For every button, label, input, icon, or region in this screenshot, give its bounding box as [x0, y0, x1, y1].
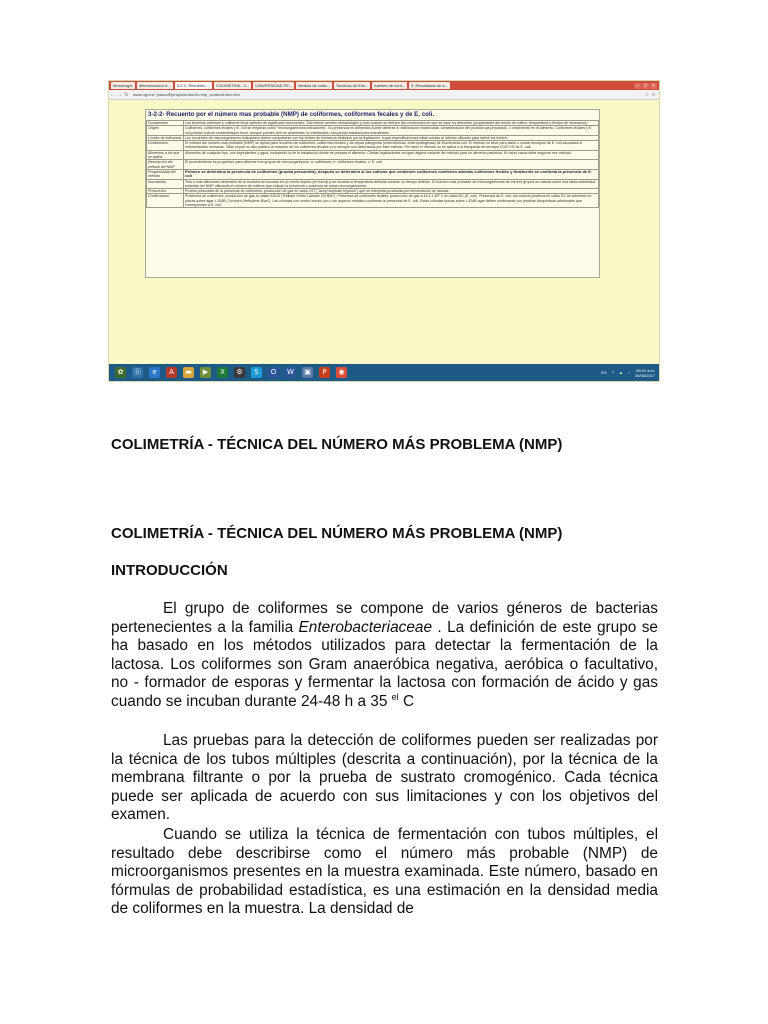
system-tray: [601, 368, 659, 378]
folder-icon[interactable]: ▬: [183, 367, 194, 378]
address-bar: [109, 90, 659, 100]
excel-icon[interactable]: X: [217, 367, 228, 378]
table-row: [147, 150, 599, 160]
close-icon[interactable]: ×: [650, 83, 657, 89]
browser-tab[interactable]: COLIMETRIA - 2...: [215, 83, 250, 88]
superscript-note: el: [391, 691, 399, 702]
window-controls: [634, 83, 659, 89]
chrome-icon[interactable]: ◉: [336, 367, 347, 378]
bookmark-star-icon[interactable]: ☆: [644, 91, 650, 98]
table-row: [147, 126, 599, 136]
intro-paragraph-1: El grupo de coliformes se compone de varios géneros de bacterias pertenecientes a la familia Enterobacteriaceae . La definición de este grupo se ha basado en los métodos utilizados para detectar la fermentación de la lactosa. Los coliformes son Gram anaeróbica negativa, aeróbica o facultativo, no - formador de esporas y fermentar la lactosa con formación de ácido y gas cuando se incuban durante 24-48 h a 35 $^{el}$ C: [111, 600, 658, 710]
minimize-icon[interactable]: –: [634, 83, 641, 89]
browser-tab[interactable]: UNIVERSIDAD FE...: [255, 83, 293, 88]
row-key: Inoculación: [147, 179, 184, 189]
browser-tab[interactable]: fuentes de cont...: [374, 83, 406, 88]
row-key: Alimentos a los que se aplica: [147, 150, 184, 160]
help-icon[interactable]: ?: [611, 370, 614, 375]
document-table-image: [145, 109, 600, 278]
document-table: [146, 120, 599, 208]
row-text: Presencia de coliformes: producción de gas en caldo BGLB ("Brilliant Green Lactose 2% Bile"). Presencia de coliformes fecales: producción de gas a 44.5 ± 45º C en caldo EC (E. coli). Presencia de E. coli: los cultivos positivos en caldo EC se siembran en placas sobre agar L-EMB ("Levine's Methylene Blue"). Las colonias con centro oscuro con o sin aspecto metálico confirman la presencia de E. coli. Estas colonias típicas sobre L-EMB agar deben confirmarse por pruebas bioquímicas adicionales que corresponden a E. coli.: [184, 194, 599, 208]
browser-tab-active[interactable]: 3-2-2- Recuento ...: [176, 83, 210, 88]
row-key: Fundamento: [147, 121, 184, 126]
page-title: COLIMETRÍA - TÉCNICA DEL NÚMERO MÁS PROBLEMA (NMP): [111, 436, 563, 453]
row-text: Primero se determina la presencia de coliformes (prueba presuntiva), después se determina si los cultivos que contienen coliformes contienen además coliformes fecales y finalmente se confirma la presencia de E. coli: [184, 169, 599, 179]
browser-tab[interactable]: Medios de cultiv...: [298, 83, 330, 88]
table-row: [147, 169, 599, 179]
menu-icon[interactable]: ≡: [652, 91, 655, 98]
back-icon[interactable]: ←: [110, 91, 115, 98]
start-icon[interactable]: ✿: [115, 367, 126, 378]
row-text: Tres o más diluciones decimales de la muestra se inoculan en un medio líquido (en tubos) y se incuban a temperatura definida durante un tiempo definido. El número más probable de microorganismos de los tres grupos se calcula sobre una tabla estadística estándar del NMP utilizando el número de cultivos que indican la presencia o ausencia de estos microorganismos.: [184, 179, 599, 189]
browser-tab-bar: [109, 81, 659, 90]
row-key: Origen: [147, 126, 184, 136]
row-text: Coliformes, coliformes fecales y E. coli se emplean como "microorganismos indicadores". Su presencia en alimentos puede deberse a: elaboración inadecuada, contaminación del producto ya preparado, o crecimiento en el alimento. Coliformes fecales y E. coli pueden indicar contaminación fecal, aunque pueden vivir en ambientes no intestinales, incluyendo instalaciones industriales.: [184, 126, 599, 136]
row-key: Límites de tolerancia: [147, 135, 184, 140]
table-row: [147, 194, 599, 208]
genus-name: Enterobacteriaceae: [298, 618, 433, 636]
volume-icon[interactable]: ♪: [627, 370, 630, 375]
table-row: [147, 121, 599, 126]
document-title: 3-2-2- Recuento por el número mas probable (NMP) de coliformes, coliformes fecales y de E. coli.: [148, 111, 435, 118]
browser-tab[interactable]: 9. Resultados de a...: [411, 83, 448, 88]
section-title: COLIMETRÍA - TÉCNICA DEL NÚMERO MÁS PROBLEMA (NMP): [111, 525, 563, 542]
row-text: Alimentos de cualquier tipo, sus ingredientes y agua, incluyendo la de la instalación donde se prepara el alimento. Ciertas legislaciones recogen alguna variante del método para un alimento particular. En tales casos debe seguirse ese método.: [184, 150, 599, 160]
intro-paragraph-2: Las pruebas para la detección de coliformes pueden ser realizadas por la técnica de los tubos múltiples (descrita a continuación), por la técnica de la membrana filtrante o por la prueba de sustrato cromogénico. Cada técnica puede ser aplicada de acuerdo con sus limitaciones y con los objetivos del examen.: [111, 732, 658, 824]
row-text: Prueba presuntiva de la presencia de coliformes: producción de gas en caldo LST ("lauryl sulphate tryptose") que se interpreta producida por fermentación de lactosa.: [184, 189, 599, 194]
forward-icon[interactable]: →: [117, 91, 122, 98]
row-key: Progresividad del método: [147, 169, 184, 179]
image-viewer-icon[interactable]: ▣: [302, 367, 313, 378]
windows-taskbar: [109, 364, 659, 381]
row-text: Los términos coliforme y coliforme fecal carecen de significado taxonómico. Sólo tienen sentido metodológico y solo cuando se definen las condiciones en que se hace su detección (propiedades del medio de cultivo, temperatura y tiempo de incubación).: [184, 121, 599, 126]
row-text: El procedimiento es progresivo para detectar tres grupos de microorganismos: a: coliformes; b: coliformes fecales; c: E. coli.: [184, 160, 599, 170]
word-icon[interactable]: W: [285, 367, 296, 378]
hp-icon[interactable]: ⓗ: [134, 368, 141, 376]
network-icon[interactable]: ▲: [619, 370, 623, 375]
language-icon[interactable]: ES: [601, 370, 607, 375]
browser-tab[interactable]: Messenger: [113, 83, 133, 88]
table-row: [147, 179, 599, 189]
intro-heading: INTRODUCCIÓN: [111, 562, 228, 579]
settings-icon[interactable]: ⚙: [234, 367, 245, 378]
table-row: [147, 141, 599, 151]
skype-icon[interactable]: S: [251, 367, 262, 378]
pdf-icon[interactable]: A: [166, 367, 177, 378]
powerpoint-icon[interactable]: P: [319, 367, 330, 378]
media-icon[interactable]: ▶: [200, 367, 211, 378]
browser-tab[interactable]: determinacion d...: [138, 83, 171, 88]
row-text: Los recuentos de microorganismos indicadores deben compararse con los límites de tolerancia definidos por la legislación, cuyas especificaciones están unidas al método utilizado para definir los límites.: [184, 135, 599, 140]
row-key: Descripción del método del NMP: [147, 160, 184, 170]
reload-icon[interactable]: ↻: [124, 91, 129, 98]
browser-tab[interactable]: Tecnicas de Ens...: [335, 83, 369, 88]
table-row: [147, 160, 599, 170]
outlook-icon[interactable]: O: [268, 367, 279, 378]
intro-paragraph-3: Cuando se utiliza la técnica de fermentación con tubos múltiples, el resultado debe describirse como el número más probable (NMP) de microorganismos presentes en la muestra examinada. Este número, basado en fórmulas de probabilidad estadística, es una estimación en la densidad media de coliformes en la muestra. La densidad de: [111, 826, 658, 918]
embedded-screenshot: [109, 81, 659, 381]
row-text: El método del número más probable (NMP) se aplica para recuento de coliformes, coliformes fecales y de cepas patógenas (enterotóxicas, enteropatógenas) de Escherichia coli. El método no sirve para aislar o contar serotipos de E. coli asociados a enfermedades humanas. Tales cepas no dan positivo la reacción de los coliformes fecales y no siempre son detectados por este método. Por tanto el método no se aplica a la búsqueda del serotipo O157:H7 de E. coli.: [184, 141, 599, 151]
row-key: Presunción: [147, 189, 184, 194]
explorer-icon[interactable]: e: [149, 367, 160, 378]
row-key: Limitaciones: [147, 141, 184, 151]
row-key: Confirmación: [147, 194, 184, 208]
maximize-icon[interactable]: □: [643, 82, 648, 89]
clock[interactable]: 09:21 a.m. 30/06/2017: [634, 367, 655, 378]
url-field[interactable]: www.ugr.es/~pasco/Ejemplo/indice/5-nmp_conteo/index.htm: [133, 92, 240, 97]
